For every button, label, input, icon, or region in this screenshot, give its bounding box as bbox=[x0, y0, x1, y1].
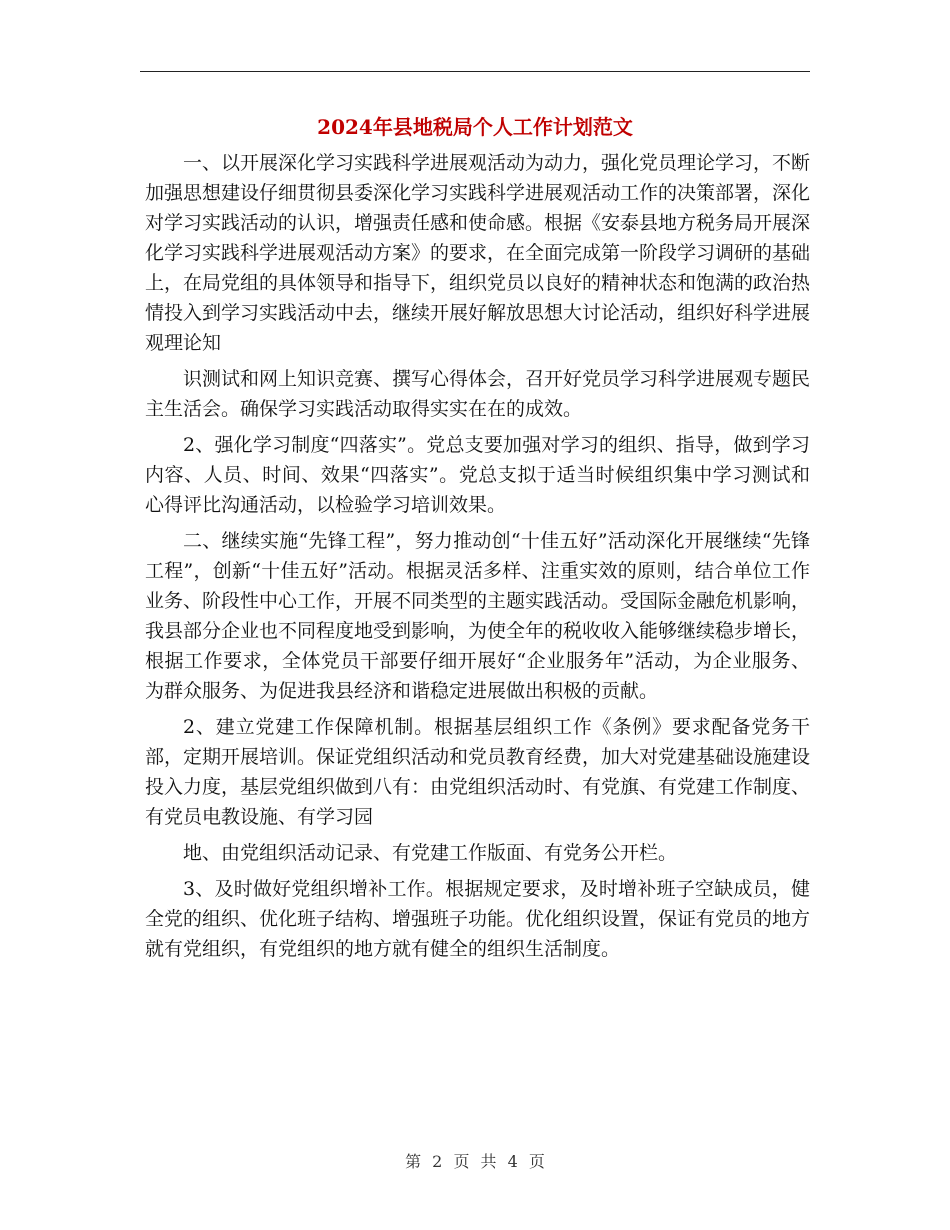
paragraph-3: 2、强化学习制度“四落实”。党总支要加强对学习的组织、指导，做到学习内容、人员、时间、效果“四落实”。党总支拟于适当时候组织集中学习测试和心得评比沟通活动，以检验学习培训效果。 bbox=[145, 434, 810, 516]
paragraph-7: 3、及时做好党组织增补工作。根据规定要求，及时增补班子空缺成员，健全党的组织、优化班子结构、增强班子功能。优化组织设置，保证有党员的地方就有党组织，有党组织的地方就有健全的组织生活制度。 bbox=[145, 878, 811, 960]
paragraph-5: 2、建立党建工作保障机制。根据基层组织工作《条例》要求配备党务干部，定期开展培训。保证党组织活动和党员教育经费，加大对党建基础设施建设投入力度，基层党组织做到八有：由党组织活动时、有党旗、有党建工作制度、有党员电教设施、有学习园 bbox=[145, 716, 811, 828]
paragraph-6: 地、由党组织活动记录、有党建工作版面、有党务公开栏。 bbox=[183, 842, 678, 864]
paragraph-2: 识测试和网上知识竞赛、撰写心得体会，召开好党员学习科学进展观专题民主生活会。确保学习实践活动取得实实在在的成效。 bbox=[145, 368, 811, 420]
page-number: 第 2 页 共 4 页 bbox=[405, 1152, 545, 1171]
header-rule bbox=[140, 71, 810, 72]
document-title: 2024年县地税局个人工作计划范文 bbox=[317, 115, 633, 139]
paragraph-4: 二、继续实施“先锋工程”，努力推动创“十佳五好”活动深化开展继续“先锋工程”，创新“十佳五好”活动。根据灵活多样、注重实效的原则，结合单位工作业务、阶段性中心工作，开展不同类型的主题实践活动。受国际金融危机影响，我县部分企业也不同程度地受到影响，为使全年的税收收入能够继续稳步增长，根据工作要求，全体党员干部要仔细开展好“企业服务年”活动，为企业服务、为群众服务、为促进我县经济和谐稳定进展做出积极的贡献。 bbox=[145, 530, 811, 702]
paragraph-1: 一、以开展深化学习实践科学进展观活动为动力，强化党员理论学习，不断加强思想建设仔细贯彻县委深化学习实践科学进展观活动工作的决策部署，深化对学习实践活动的认识，增强责任感和使命感。根据《安泰县地方税务局开展深化学习实践科学进展观活动方案》的要求，在全面完成第一阶段学习调研的基础上，在局党组的具体领导和指导下，组织党员以良好的精神状态和饱满的政治热情投入到学习实践活动中去，继续开展好解放思想大讨论活动，组织好科学进展观理论知 bbox=[145, 152, 811, 354]
document-body bbox=[145, 148, 810, 970]
